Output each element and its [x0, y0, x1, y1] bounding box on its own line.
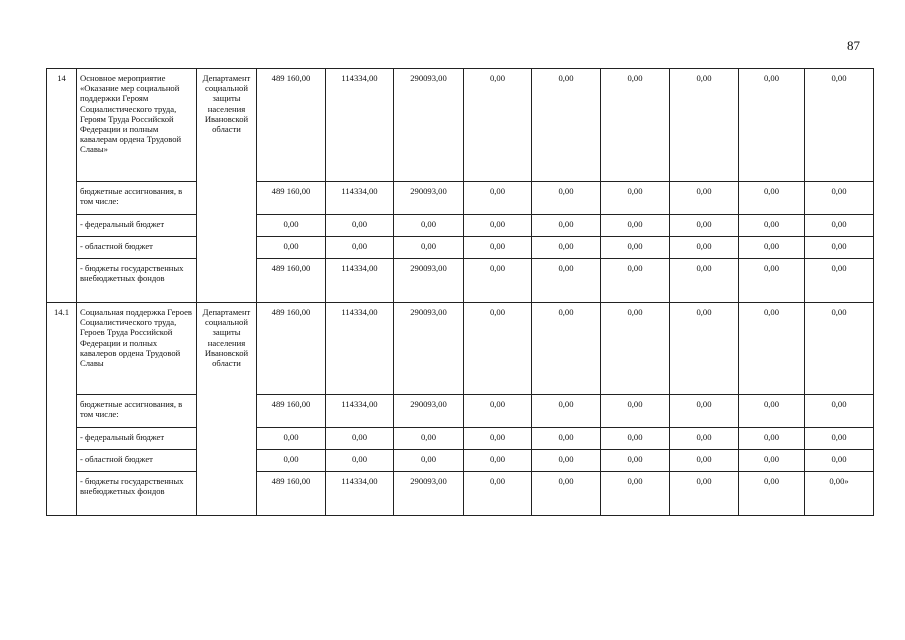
- value-cell: 0,00: [739, 472, 805, 516]
- value-cell: 0,00: [670, 303, 739, 395]
- funding-source-row: [47, 182, 874, 215]
- value-cell: 0,00: [532, 69, 601, 182]
- value-cell: 0,00: [532, 259, 601, 303]
- funding-source-row: [47, 395, 874, 428]
- value-cell: 290093,00: [394, 259, 464, 303]
- value-cell: 0,00: [805, 215, 874, 237]
- value-cell: 114334,00: [326, 395, 394, 428]
- funding-source-label: бюджетные ассигнования, в том числе:: [77, 182, 197, 215]
- value-cell: 0,00: [532, 472, 601, 516]
- value-cell: 0,00: [805, 395, 874, 428]
- funding-source-row: [47, 259, 874, 303]
- value-cell: 0,00: [670, 472, 739, 516]
- value-cell: 0,00: [532, 182, 601, 215]
- value-cell: 0,00: [601, 395, 670, 428]
- value-cell: 0,00»: [805, 472, 874, 516]
- funding-source-label: - федеральный бюджет: [77, 215, 197, 237]
- value-cell: 489 160,00: [257, 395, 326, 428]
- table-body: [47, 69, 874, 516]
- value-cell: 0,00: [257, 215, 326, 237]
- value-cell: 0,00: [670, 237, 739, 259]
- value-cell: 114334,00: [326, 259, 394, 303]
- value-cell: 0,00: [739, 69, 805, 182]
- value-cell: 290093,00: [394, 303, 464, 395]
- value-cell: 0,00: [739, 395, 805, 428]
- funding-source-label: бюджетные ассигнования, в том числе:: [77, 395, 197, 428]
- value-cell: 0,00: [394, 428, 464, 450]
- value-cell: 0,00: [739, 237, 805, 259]
- value-cell: 290093,00: [394, 182, 464, 215]
- funding-source-label: - бюджеты государственных внебюджетных фондов: [77, 259, 197, 303]
- value-cell: 290093,00: [394, 395, 464, 428]
- funding-source-label: - областной бюджет: [77, 237, 197, 259]
- value-cell: 0,00: [532, 428, 601, 450]
- value-cell: 0,00: [601, 215, 670, 237]
- value-cell: 0,00: [601, 450, 670, 472]
- value-cell: 0,00: [670, 428, 739, 450]
- value-cell: 0,00: [464, 428, 532, 450]
- value-cell: 0,00: [464, 215, 532, 237]
- funding-source-row: [47, 428, 874, 450]
- funding-source-row: [47, 450, 874, 472]
- value-cell: 489 160,00: [257, 259, 326, 303]
- funding-source-row: [47, 237, 874, 259]
- value-cell: 0,00: [394, 215, 464, 237]
- value-cell: 0,00: [670, 259, 739, 303]
- value-cell: 0,00: [257, 237, 326, 259]
- value-cell: 0,00: [532, 395, 601, 428]
- value-cell: 0,00: [464, 237, 532, 259]
- value-cell: 0,00: [670, 69, 739, 182]
- responsible-department: Департамент социальной защиты населения Ивановской области: [197, 303, 257, 516]
- value-cell: 0,00: [326, 450, 394, 472]
- funding-source-row: [47, 472, 874, 516]
- value-cell: 0,00: [805, 237, 874, 259]
- measure-name: Социальная поддержка Героев Социалистического труда, Героев Труда Российской Федерации и полных кавалеров ордена Трудовой Славы: [77, 303, 197, 395]
- value-cell: 0,00: [739, 428, 805, 450]
- value-cell: 0,00: [739, 303, 805, 395]
- value-cell: 114334,00: [326, 69, 394, 182]
- value-cell: 0,00: [326, 428, 394, 450]
- value-cell: 0,00: [601, 237, 670, 259]
- value-cell: 290093,00: [394, 472, 464, 516]
- value-cell: 0,00: [464, 259, 532, 303]
- measure-name: Основное мероприятие «Оказание мер социальной поддержки Героям Социалистического труда, Героям Труда Российской Федерации и полным кавалерам ордена Трудовой Славы»: [77, 69, 197, 182]
- value-cell: 0,00: [670, 182, 739, 215]
- value-cell: 0,00: [601, 428, 670, 450]
- value-cell: 489 160,00: [257, 182, 326, 215]
- value-cell: 0,00: [601, 182, 670, 215]
- funding-source-row: [47, 215, 874, 237]
- value-cell: 0,00: [464, 472, 532, 516]
- value-cell: 0,00: [257, 450, 326, 472]
- value-cell: 0,00: [464, 450, 532, 472]
- value-cell: 0,00: [464, 69, 532, 182]
- responsible-department: Департамент социальной защиты населения Ивановской области: [197, 69, 257, 303]
- value-cell: 0,00: [739, 259, 805, 303]
- value-cell: 489 160,00: [257, 69, 326, 182]
- value-cell: 0,00: [532, 215, 601, 237]
- value-cell: 0,00: [805, 259, 874, 303]
- funding-source-label: - федеральный бюджет: [77, 428, 197, 450]
- value-cell: 0,00: [601, 472, 670, 516]
- value-cell: 0,00: [739, 182, 805, 215]
- value-cell: 114334,00: [326, 182, 394, 215]
- value-cell: 0,00: [532, 303, 601, 395]
- table-row: [47, 303, 874, 395]
- value-cell: 0,00: [532, 450, 601, 472]
- value-cell: 0,00: [532, 237, 601, 259]
- value-cell: 0,00: [464, 182, 532, 215]
- value-cell: 0,00: [464, 303, 532, 395]
- value-cell: 0,00: [805, 428, 874, 450]
- value-cell: 0,00: [805, 303, 874, 395]
- row-number: 14.1: [47, 303, 77, 516]
- value-cell: 489 160,00: [257, 303, 326, 395]
- value-cell: 0,00: [670, 395, 739, 428]
- value-cell: 0,00: [805, 182, 874, 215]
- value-cell: 0,00: [601, 259, 670, 303]
- table-row: [47, 69, 874, 182]
- value-cell: 0,00: [326, 215, 394, 237]
- value-cell: 0,00: [601, 69, 670, 182]
- value-cell: 0,00: [394, 237, 464, 259]
- value-cell: 0,00: [464, 395, 532, 428]
- value-cell: 0,00: [739, 215, 805, 237]
- budget-table: [46, 68, 874, 516]
- value-cell: 0,00: [739, 450, 805, 472]
- value-cell: 0,00: [805, 69, 874, 182]
- page-number: 87: [847, 38, 860, 53]
- funding-source-label: - областной бюджет: [77, 450, 197, 472]
- value-cell: 114334,00: [326, 472, 394, 516]
- value-cell: 0,00: [670, 215, 739, 237]
- value-cell: 0,00: [394, 450, 464, 472]
- value-cell: 114334,00: [326, 303, 394, 395]
- value-cell: 0,00: [601, 303, 670, 395]
- value-cell: 0,00: [326, 237, 394, 259]
- funding-source-label: - бюджеты государственных внебюджетных фондов: [77, 472, 197, 516]
- row-number: 14: [47, 69, 77, 303]
- value-cell: 0,00: [257, 428, 326, 450]
- value-cell: 0,00: [805, 450, 874, 472]
- value-cell: 489 160,00: [257, 472, 326, 516]
- value-cell: 0,00: [670, 450, 739, 472]
- value-cell: 290093,00: [394, 69, 464, 182]
